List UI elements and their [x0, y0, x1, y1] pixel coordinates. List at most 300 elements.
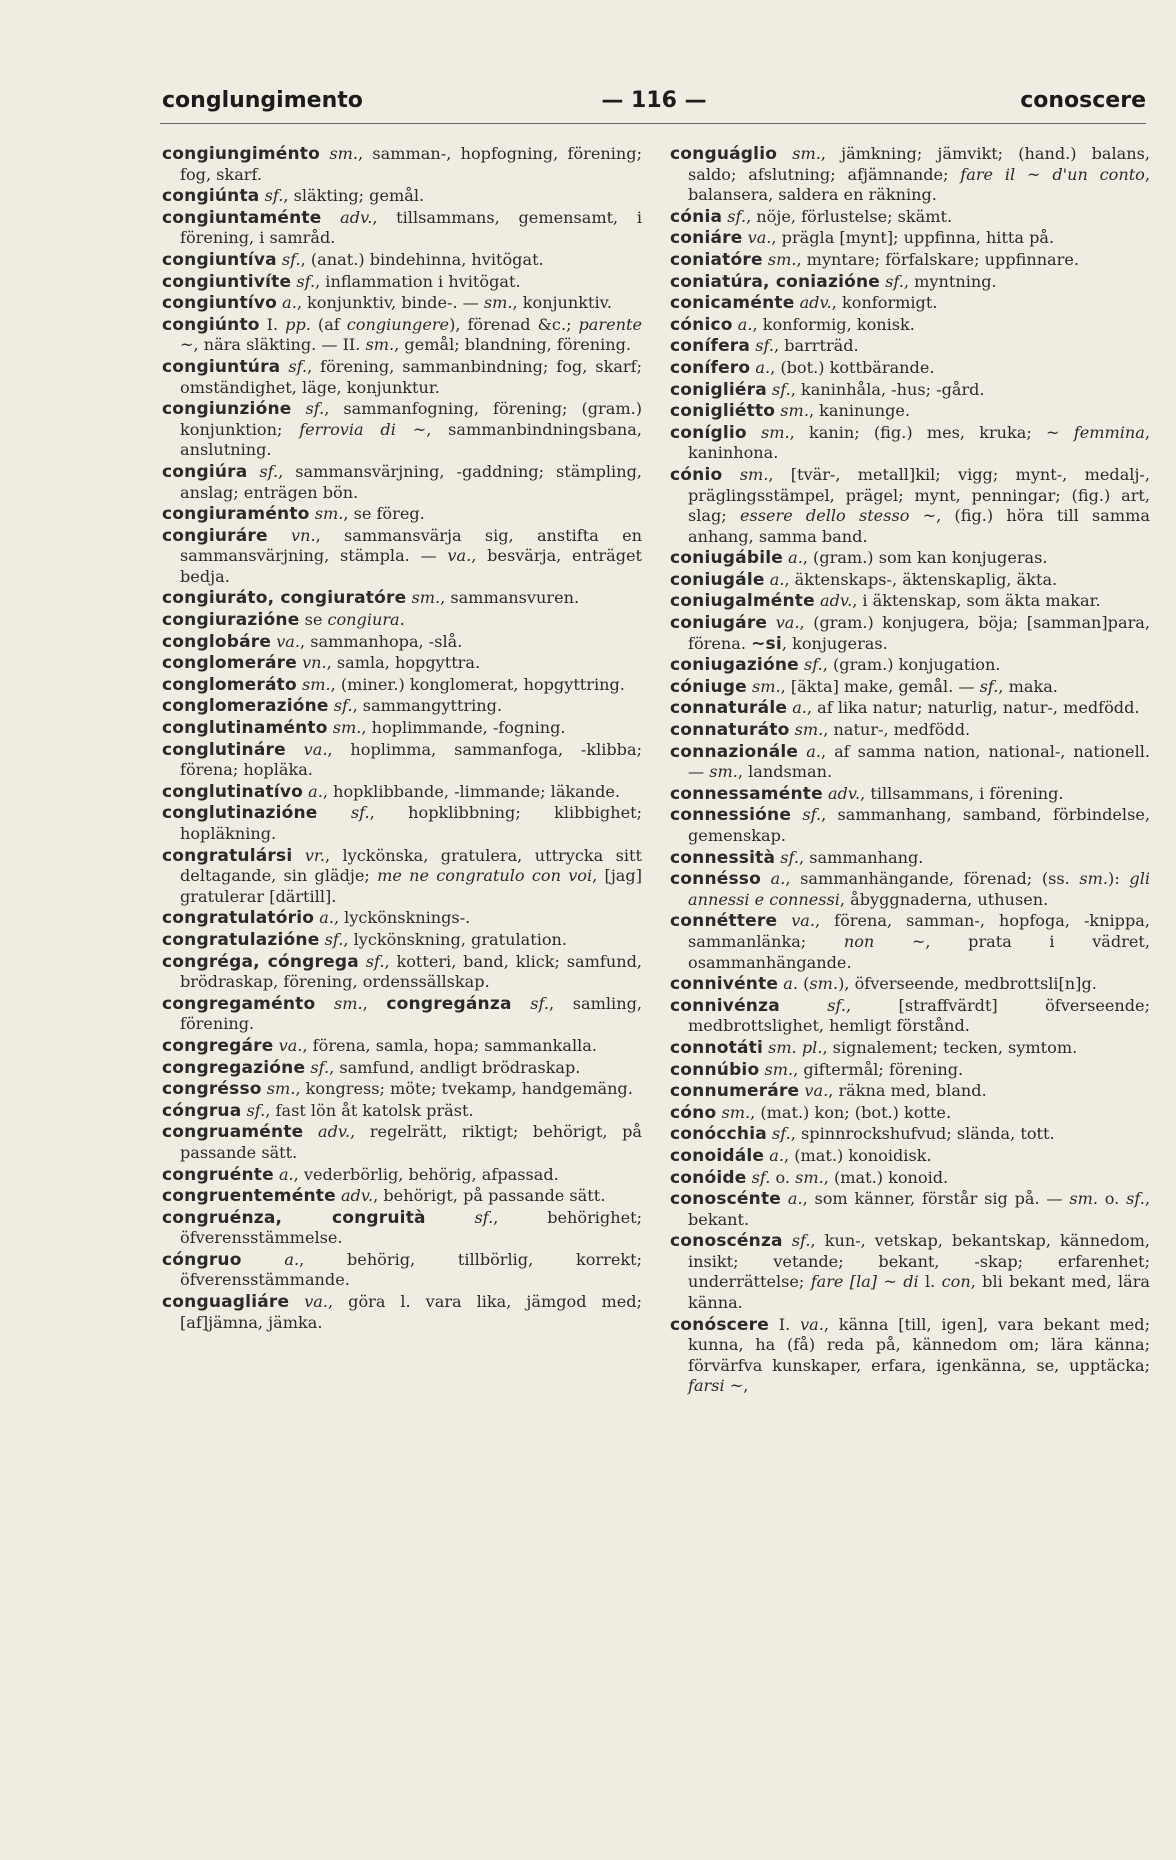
dictionary-entry — [670, 996, 1150, 1037]
grammar-note: va. — [276, 631, 301, 651]
definition-text: , natur-, medfödd. — [823, 720, 971, 740]
definition-text: , förena, samman-, hopfoga, -knippa, sammanlänka; — [688, 911, 1150, 951]
definition-text: , lyckönska, gratulera, uttrycka sitt deltagande, sin glädje; — [180, 845, 642, 886]
dictionary-entry — [670, 1231, 1150, 1313]
definition-text: , (miner.) konglomerat, hopgyttring. — [330, 674, 625, 694]
definition-text: , behörighet; öfverensstämmelse. — [180, 1207, 642, 1248]
grammar-note: sf. — [791, 1231, 811, 1251]
grammar-note: sm. — [483, 293, 513, 313]
dictionary-entry — [670, 613, 1150, 654]
grammar-note: va. — [804, 1081, 829, 1101]
grammar-note: sf. — [296, 271, 316, 291]
definition-text: , (gram.) konjugation. — [822, 655, 1001, 675]
headword: coníglio — [670, 422, 747, 443]
grammar-note: sm. — [333, 993, 363, 1013]
grammar-note: vn. — [291, 525, 316, 545]
headword: connaturáto — [670, 720, 790, 741]
definition-text: , åbyggnaderna, uthusen. — [839, 889, 1049, 909]
definition-text: o. — [1097, 1189, 1127, 1209]
definition-text: , behörigt, på passande sätt. — [373, 1186, 606, 1206]
grammar-note: congiungere — [346, 314, 450, 334]
dictionary-entry — [162, 588, 642, 609]
dictionary-entry — [162, 1292, 642, 1333]
definition-text: , (mat.) konoidisk. — [784, 1145, 932, 1165]
dictionary-entry — [670, 1168, 1150, 1189]
dictionary-entry — [162, 462, 642, 503]
headword: conguáglio — [670, 144, 778, 164]
dictionary-entry — [670, 1081, 1150, 1102]
dictionary-entry — [670, 570, 1150, 591]
grammar-note: sm. — [794, 720, 824, 740]
headword: congiúnto — [162, 314, 260, 335]
definition-text — [303, 1122, 318, 1141]
grammar-note: sf. — [772, 1124, 791, 1144]
dictionary-entry — [670, 548, 1150, 569]
headword: cóniuge — [670, 676, 747, 697]
grammar-note: sm. — [365, 335, 395, 355]
headword: congratulatório — [162, 908, 315, 929]
grammar-note: sm. — [301, 674, 331, 694]
definition-text: , sammansvärjning, -gaddning; stämpling, anslag; enträgen bön. — [180, 461, 642, 502]
headword: conglobáre — [162, 631, 272, 652]
headword: congiunzióne — [162, 399, 292, 420]
definition-text: , prata i vädret, osammanhängande. — [688, 931, 1150, 972]
grammar-note: fare il ~ d'un conto — [960, 164, 1145, 184]
headword: coniugáre — [670, 613, 768, 634]
headword: congratulársi — [162, 845, 293, 866]
headword: cóngruo — [162, 1249, 242, 1270]
grammar-note: con — [941, 1272, 971, 1292]
headword: congregáre — [162, 1035, 274, 1056]
definition-text: , som känner, förstår sig på. — — [802, 1189, 1070, 1209]
dictionary-entry — [670, 1189, 1150, 1230]
definition-text: , nöje, förlustelse; skämt. — [746, 206, 953, 226]
headword: ~si — [751, 633, 782, 654]
grammar-note: a. — [806, 741, 821, 761]
headword: connésso — [670, 869, 762, 890]
dictionary-entry — [670, 401, 1150, 422]
headword: cónico — [670, 314, 733, 335]
headword: connaturále — [670, 698, 788, 719]
grammar-note: sm. — [780, 401, 809, 421]
grammar-note: sm. pl. — [768, 1037, 823, 1057]
grammar-note: sf. — [780, 847, 800, 867]
definition-text: , kongress; möte; tvekamp, handgemäng. — [295, 1079, 633, 1099]
header-rule — [160, 123, 1146, 124]
grammar-note: sm. — [332, 718, 362, 738]
grammar-note: adv. — [799, 293, 832, 313]
dictionary-entry — [670, 655, 1150, 676]
dictionary-entry — [670, 336, 1150, 357]
definition-text — [359, 952, 366, 971]
headword: conóscere — [670, 1314, 769, 1335]
definition-text: o. — [770, 1167, 796, 1187]
headword: congiúra — [162, 461, 248, 482]
definition-text: , lyckönskning, gratulation. — [343, 929, 568, 949]
headword: congiungiménto — [162, 144, 321, 164]
grammar-note: sm. — [411, 588, 441, 608]
headword: congruaménte — [162, 1122, 304, 1143]
grammar-note: sf. — [802, 805, 822, 825]
definition-text — [292, 846, 304, 865]
definition-text — [426, 1208, 475, 1227]
definition-text — [286, 740, 304, 759]
headword: conífero — [670, 357, 751, 378]
dictionary-entry — [670, 293, 1150, 314]
headword: cóngrua — [162, 1100, 242, 1121]
grammar-note: sm. — [721, 1102, 751, 1122]
grammar-note: sf. — [350, 803, 370, 823]
headword: conigliétto — [670, 401, 776, 422]
definition-text — [767, 613, 776, 632]
definition-text: , — [362, 993, 387, 1013]
definition-text: , regelrätt, riktigt; behörigt, på passande sätt. — [180, 1122, 642, 1162]
grammar-note: sm. — [795, 1167, 824, 1187]
grammar-note: pp. — [285, 314, 311, 334]
dictionary-entry — [670, 1124, 1150, 1145]
dictionary-entry — [162, 846, 642, 908]
headword: congiuntíva — [162, 249, 277, 270]
dictionary-entry — [670, 465, 1150, 547]
definition-text: l. — [918, 1272, 942, 1292]
grammar-note: a. — [737, 314, 753, 334]
grammar-note: sm. — [1079, 869, 1109, 889]
grammar-note: congiura — [327, 610, 400, 630]
dictionary-entry — [670, 720, 1150, 741]
headword: conglutinaménto — [162, 718, 328, 739]
headword: coniugalménte — [670, 591, 815, 612]
headword: congiuraménto — [162, 504, 310, 525]
headword: connumeráre — [670, 1081, 800, 1102]
dictionary-entry — [670, 1103, 1150, 1124]
definition-text — [798, 742, 806, 761]
definition-text: , (mat.) kon; (bot.) kotte. — [750, 1102, 952, 1122]
definition-text: , prägla [mynt]; uppfinna, hitta på. — [771, 228, 1055, 248]
headword: conoscénte — [670, 1189, 782, 1210]
definition-text — [777, 144, 792, 163]
definition-text: , hopklibbande, -limmande; läkande. — [322, 781, 621, 801]
headword: conífera — [670, 336, 751, 357]
headword: conglutináre — [162, 739, 286, 760]
grammar-note: va. — [447, 546, 472, 566]
definition-text: , balansera, saldera en räkning. — [688, 164, 1150, 205]
definition-text: , konformigt. — [831, 293, 938, 313]
grammar-note: sf. — [474, 1207, 494, 1227]
dictionary-entry — [670, 869, 1150, 910]
headword: congruénza, congruità — [162, 1207, 426, 1228]
grammar-note: a. — [282, 293, 297, 313]
headword: congiuráre — [162, 525, 268, 546]
dictionary-entry — [670, 423, 1150, 464]
dictionary-entry — [162, 526, 642, 588]
dictionary-entry — [162, 782, 642, 803]
grammar-note: vr. — [304, 845, 325, 865]
headword: connessità — [670, 847, 776, 868]
dictionary-entry — [670, 805, 1150, 846]
definition-text: , myntare; förfalskare; uppfinnare. — [796, 249, 1079, 269]
headword: coniatóre — [670, 249, 763, 270]
grammar-note: fare [la] ~ di — [810, 1272, 919, 1292]
definition-text: , se föreg. — [343, 504, 425, 524]
headword: congruénte — [162, 1164, 274, 1185]
headword: coniáre — [670, 228, 743, 249]
dictionary-entry — [670, 250, 1150, 271]
headword: congruenteménte — [162, 1186, 336, 1207]
dictionary-entry — [162, 930, 642, 951]
headword: cóno — [670, 1102, 717, 1123]
grammar-note: sf. — [979, 676, 999, 696]
grammar-note: a. — [755, 357, 771, 377]
grammar-note: sf. — [755, 336, 774, 356]
definition-text: , maka. — [998, 676, 1058, 696]
grammar-note: ferrovia di ~ — [299, 419, 427, 439]
dictionary-entry — [162, 1036, 642, 1057]
grammar-note: sm. — [739, 464, 769, 484]
headword: connotáti — [670, 1037, 763, 1058]
definition-text: , kotteri, band, klick; samfund, brödraskap, förening, ordenssällskap. — [180, 951, 642, 992]
left-column — [162, 144, 642, 1334]
dictionary-entry — [162, 803, 642, 844]
definition-text — [268, 526, 291, 545]
grammar-note: va. — [775, 613, 800, 633]
headword: cónio — [670, 464, 723, 485]
page-header — [162, 88, 1146, 122]
dictionary-entry — [162, 1079, 642, 1100]
definition-text — [321, 208, 340, 227]
grammar-note: sf. — [324, 929, 344, 949]
definition-text: , känna [till, igen], vara bekant med; kunna, ha (få) reda på, kännedom om; lära känna; förvärfva kunskaper, erfara, igenkänna, se, upptäcka; — [688, 1314, 1150, 1375]
grammar-note: sf. — [310, 1057, 330, 1077]
grammar-note: sm. — [767, 249, 797, 269]
definition-text: , konjunktiv, binde-. — — [296, 293, 484, 313]
headword: coniugábile — [670, 548, 783, 569]
grammar-note: a. — [792, 698, 807, 718]
definition-text: ), öfverseende, medbrottsli[n]g. — [838, 974, 1097, 994]
grammar-note: me ne congratulo con voi — [377, 866, 593, 886]
definition-text: , konjunktiv. — [512, 293, 612, 313]
dictionary-entry — [670, 207, 1150, 228]
grammar-note: sf. — [305, 399, 325, 419]
grammar-note: sf. — [751, 1167, 771, 1187]
dictionary-entry — [670, 1315, 1150, 1397]
grammar-note: a. — [769, 1145, 785, 1165]
grammar-note: a. — [787, 1189, 803, 1209]
definition-text — [777, 911, 791, 930]
dictionary-entry — [162, 632, 642, 653]
dictionary-entry — [670, 677, 1150, 698]
dictionary-entry — [162, 1101, 642, 1122]
dictionary-entry — [162, 908, 642, 929]
dictionary-entry — [670, 272, 1150, 293]
definition-text: , [tvär-, metall]kil; vigg; mynt-, medalj-, präglingsstämpel, prägel; mynt, penningar; (fig.) art, slag; — [688, 464, 1150, 526]
definition-text: , signalement; tecken, symtom. — [822, 1037, 1078, 1057]
dictionary-entry — [670, 698, 1150, 719]
definition-text: , sammanhopa, -slå. — [300, 631, 463, 651]
definition-text: I. — [768, 1314, 801, 1334]
dictionary-entry — [162, 250, 642, 271]
grammar-note: a. — [770, 869, 786, 889]
definition-text: ): — [1108, 869, 1130, 889]
definition-text — [761, 869, 771, 888]
right-column — [670, 144, 1150, 1398]
definition-text: , sammanbindningsbana, anslutning. — [180, 419, 642, 460]
definition-text: . — [399, 610, 405, 630]
definition-text: , bekant. — [688, 1189, 1150, 1229]
definition-text: , sammansvuren. — [440, 588, 580, 608]
grammar-note: a. — [284, 1249, 300, 1269]
definition-text: , släkting; gemål. — [283, 186, 425, 206]
definition-text — [747, 423, 761, 442]
grammar-note: a. — [769, 569, 785, 589]
header-last-word: conoscere — [1020, 88, 1146, 113]
headword: connivénza — [670, 995, 780, 1016]
definition-text: , (gram.) konjugera, böja; [samman]para, förena. — [688, 613, 1150, 653]
grammar-note: sf. — [333, 696, 353, 716]
definition-text: , kaninhåla, -hus; -gård. — [790, 379, 985, 399]
definition-text: , konformig, konisk. — [752, 314, 915, 334]
dictionary-entry — [670, 591, 1150, 612]
headword: coniatúra, coniazióne — [670, 271, 881, 292]
headword: congiuntaménte — [162, 207, 322, 228]
dictionary-entry — [162, 504, 642, 525]
definition-text: , (gram.) som kan konjugeras. — [802, 548, 1048, 568]
grammar-note: non ~ — [843, 931, 926, 951]
dictionary-entry — [670, 974, 1150, 995]
headword: connessióne — [670, 805, 792, 826]
grammar-note: a. — [783, 974, 799, 994]
definition-text: , myntning. — [903, 271, 997, 291]
headword: congregazióne — [162, 1057, 306, 1078]
grammar-note: sm. — [266, 1079, 296, 1099]
definition-text: , sammanfogning, förening; (gram.) konjunktion; — [180, 399, 642, 439]
grammar-note: adv. — [317, 1122, 351, 1142]
dictionary-entry — [670, 315, 1150, 336]
headword: conglomeráto — [162, 674, 297, 695]
dictionary-entry — [162, 357, 642, 398]
headword: conicaménte — [670, 293, 795, 314]
headword: congregaménto — [162, 993, 316, 1014]
definition-text: , gemål; blandning, förening. — [394, 335, 632, 355]
grammar-note: sf. — [1126, 1189, 1145, 1209]
definition-text: , [straffvärdt] öfverseende; medbrottslighet, hemligt förstånd. — [688, 995, 1150, 1036]
dictionary-entry — [670, 1146, 1150, 1167]
headword: conoscénza — [670, 1231, 783, 1252]
dictionary-entry — [162, 315, 642, 356]
definition-text: , (anat.) bindehinna, hvitögat. — [300, 249, 544, 269]
definition-text: , sammanhang. — [799, 847, 924, 867]
grammar-note: a. — [308, 781, 323, 801]
dictionary-entry — [162, 293, 642, 314]
dictionary-entry — [162, 186, 642, 207]
page-number: — 116 — — [601, 88, 707, 113]
definition-text — [722, 465, 739, 484]
definition-text: , samling, förening. — [180, 993, 642, 1034]
definition-text: , jämkning; jämvikt; (hand.) balans, saldo; afslutning; afjämnande; — [688, 144, 1150, 184]
headword: conoidále — [670, 1145, 765, 1166]
grammar-note: sf. — [365, 951, 385, 971]
definition-text: , kun-, vetskap, bekantskap, kännedom, insikt; vetande; bekant, -skap; erfarenhet; underrättelse; — [688, 1231, 1150, 1292]
headword: conóide — [670, 1167, 747, 1188]
headword: cónia — [670, 206, 723, 227]
definition-text: , kaninunge. — [808, 401, 911, 421]
definition-text: , [äkta] make, gemål. — — [780, 676, 980, 696]
grammar-note: sf. — [259, 461, 279, 481]
dictionary-entry — [162, 718, 642, 739]
definition-text: , tillsammans, gemensamt, i förening, i samråd. — [180, 207, 643, 248]
definition-text: , kanin; (fig.) mes, kruka; — [789, 422, 1047, 442]
definition-text: , kaninhona. — [688, 422, 1150, 463]
headword: conglutinazióne — [162, 803, 318, 824]
grammar-note: sf. — [530, 993, 550, 1013]
definition-text: , i äktenskap, som äkta makar. — [852, 591, 1101, 611]
definition-text: , sammanhang, samband, förbindelse, gemenskap. — [688, 805, 1150, 845]
grammar-note: a. — [788, 548, 803, 568]
definition-text: , göra l. vara lika, jämgod med; [af]jämna, jämka. — [180, 1292, 643, 1332]
grammar-note: sm. — [764, 1059, 794, 1079]
grammar-note: sm. — [809, 974, 839, 994]
dictionary-entry — [162, 994, 642, 1035]
definition-text: , af samma nation, national-, nationell. — — [688, 741, 1150, 782]
grammar-note: sf. — [727, 206, 747, 226]
definition-text: , sammangyttring. — [352, 696, 503, 716]
grammar-note: adv. — [827, 783, 861, 803]
definition-text: , hoplimma, sammanfoga, -klibba; förena; hopläka. — [180, 739, 642, 780]
definition-text: , tillsammans, i förening. — [860, 783, 1064, 803]
definition-text — [320, 144, 329, 163]
dictionary-entry — [162, 1208, 642, 1249]
definition-text: , förening, sammanbindning; fog, skarf; omständighet, läge, konjunktur. — [180, 356, 642, 397]
grammar-note: sm. — [329, 144, 358, 163]
grammar-note: sf. — [281, 249, 301, 269]
dictionary-entry — [162, 610, 642, 631]
grammar-note: ~ femmina — [1046, 422, 1145, 442]
dictionary-entry — [670, 1038, 1150, 1059]
grammar-note: sf. — [288, 356, 308, 376]
dictionary-entry — [162, 399, 642, 461]
headword: congréga, cóngrega — [162, 951, 359, 972]
grammar-note: va. — [304, 1292, 329, 1312]
grammar-note: sm. — [752, 676, 781, 696]
definition-text: , af lika natur; naturlig, natur-, medfödd. — [806, 698, 1140, 718]
definition-text — [781, 1189, 788, 1208]
grammar-note: sm. — [1069, 1189, 1098, 1209]
dictionary-entry — [162, 1058, 642, 1079]
dictionary-entry — [162, 1250, 642, 1291]
definition-text — [780, 996, 827, 1015]
dictionary-entry — [670, 784, 1150, 805]
grammar-note: va. — [278, 1035, 303, 1055]
headword: congiuntivíte — [162, 271, 292, 292]
dictionary-entry — [162, 144, 642, 185]
definition-text: , bli bekant med, lära känna. — [688, 1272, 1151, 1313]
dictionary-entry — [162, 696, 642, 717]
definition-text — [242, 1250, 285, 1269]
definition-text: , förena, samla, hopa; sammankalla. — [302, 1035, 597, 1055]
grammar-note: a. — [278, 1164, 294, 1184]
grammar-note: sf. — [885, 271, 904, 291]
definition-text: , (bot.) kottbärande. — [770, 357, 935, 377]
definition-text: , sammanhängande, förenad; (ss. — [785, 869, 1080, 889]
definition-text: , landsman. — [737, 762, 833, 782]
definition-text: se — [299, 610, 328, 630]
dictionary-entry — [162, 1165, 642, 1186]
grammar-note: va. — [303, 739, 328, 759]
header-first-word: conglungimento — [162, 88, 363, 113]
grammar-note: sm. — [314, 504, 344, 524]
dictionary-entry — [670, 911, 1150, 973]
dictionary-entry — [670, 144, 1150, 206]
headword: conglomerazióne — [162, 696, 329, 717]
